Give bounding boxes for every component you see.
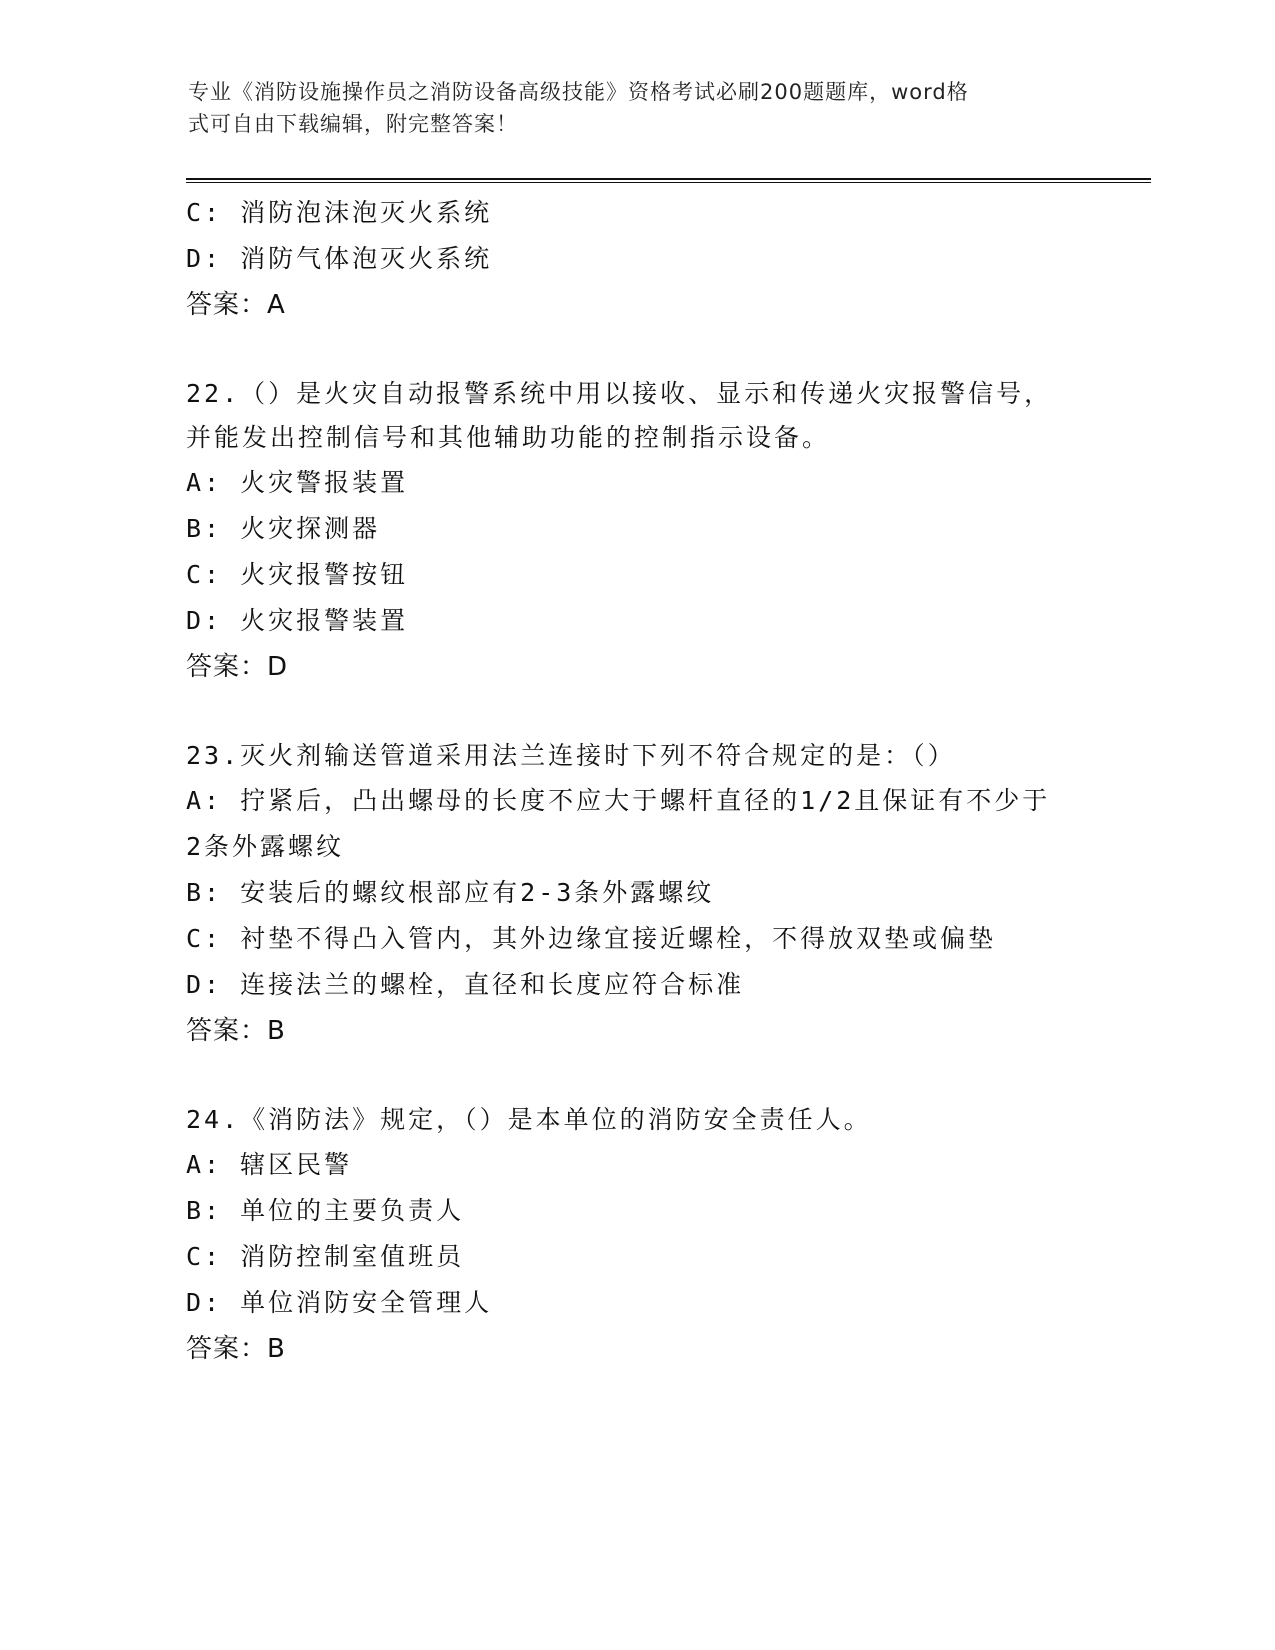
answer: 答案：D [186, 652, 289, 682]
question-24 [186, 1098, 1086, 1372]
option-c: C: 火灾报警按钮 [186, 560, 409, 589]
option-b: B: 单位的主要负责人 [186, 1196, 465, 1225]
option-a: A: 火灾警报装置 [186, 468, 409, 497]
option-b: B: 安装后的螺纹根部应有2-3条外露螺纹 [186, 878, 715, 907]
option-a-line-1: A: 拧紧后，凸出螺母的长度不应大于螺杆直径的1/2且保证有不少于 [186, 786, 1051, 815]
question-stem: 23.灭火剂输送管道采用法兰连接时下列不符合规定的是：（） [186, 741, 956, 770]
answer: 答案：B [186, 1334, 286, 1364]
question-stem-line-1: 22.（）是火灾自动报警系统中用以接收、显示和传递火灾报警信号， [186, 379, 1053, 408]
option-d: D: 单位消防安全管理人 [186, 1288, 493, 1317]
answer: 答案：B [186, 1016, 286, 1046]
option-d: D: 连接法兰的螺栓，直径和长度应符合标准 [186, 970, 745, 999]
spacer [186, 328, 1086, 372]
spacer [186, 690, 1086, 734]
option-c: C: 消防泡沫泡灭火系统 [186, 198, 493, 227]
header-line-2: 式可自由下载编辑，附完整答案！ [188, 112, 518, 136]
answer: 答案：A [186, 290, 286, 320]
option-a: A: 辖区民警 [186, 1150, 353, 1179]
question-23 [186, 734, 1086, 1054]
spacer [186, 1054, 1086, 1098]
question-stem-line-2: 并能发出控制信号和其他辅助功能的控制指示设备。 [186, 423, 831, 452]
option-d: D: 火灾报警装置 [186, 606, 409, 635]
option-c: C: 消防控制室值班员 [186, 1242, 465, 1271]
option-b: B: 火灾探测器 [186, 514, 381, 543]
option-a-line-2: 2条外露螺纹 [186, 832, 345, 861]
option-d: D: 消防气体泡灭火系统 [186, 244, 493, 273]
option-c: C: 衬垫不得凸入管内，其外边缘宜接近螺栓，不得放双垫或偏垫 [186, 924, 997, 953]
question-21 [186, 190, 1086, 328]
header-line-1: 专业《消防设施操作员之消防设备高级技能》资格考试必刷200题题库，word格 [188, 80, 969, 104]
question-stem: 24.《消防法》规定，（）是本单位的消防安全责任人。 [186, 1105, 872, 1134]
question-list [186, 190, 1086, 1372]
header-divider [186, 178, 1151, 183]
document-header [188, 76, 1068, 140]
question-22 [186, 372, 1086, 690]
